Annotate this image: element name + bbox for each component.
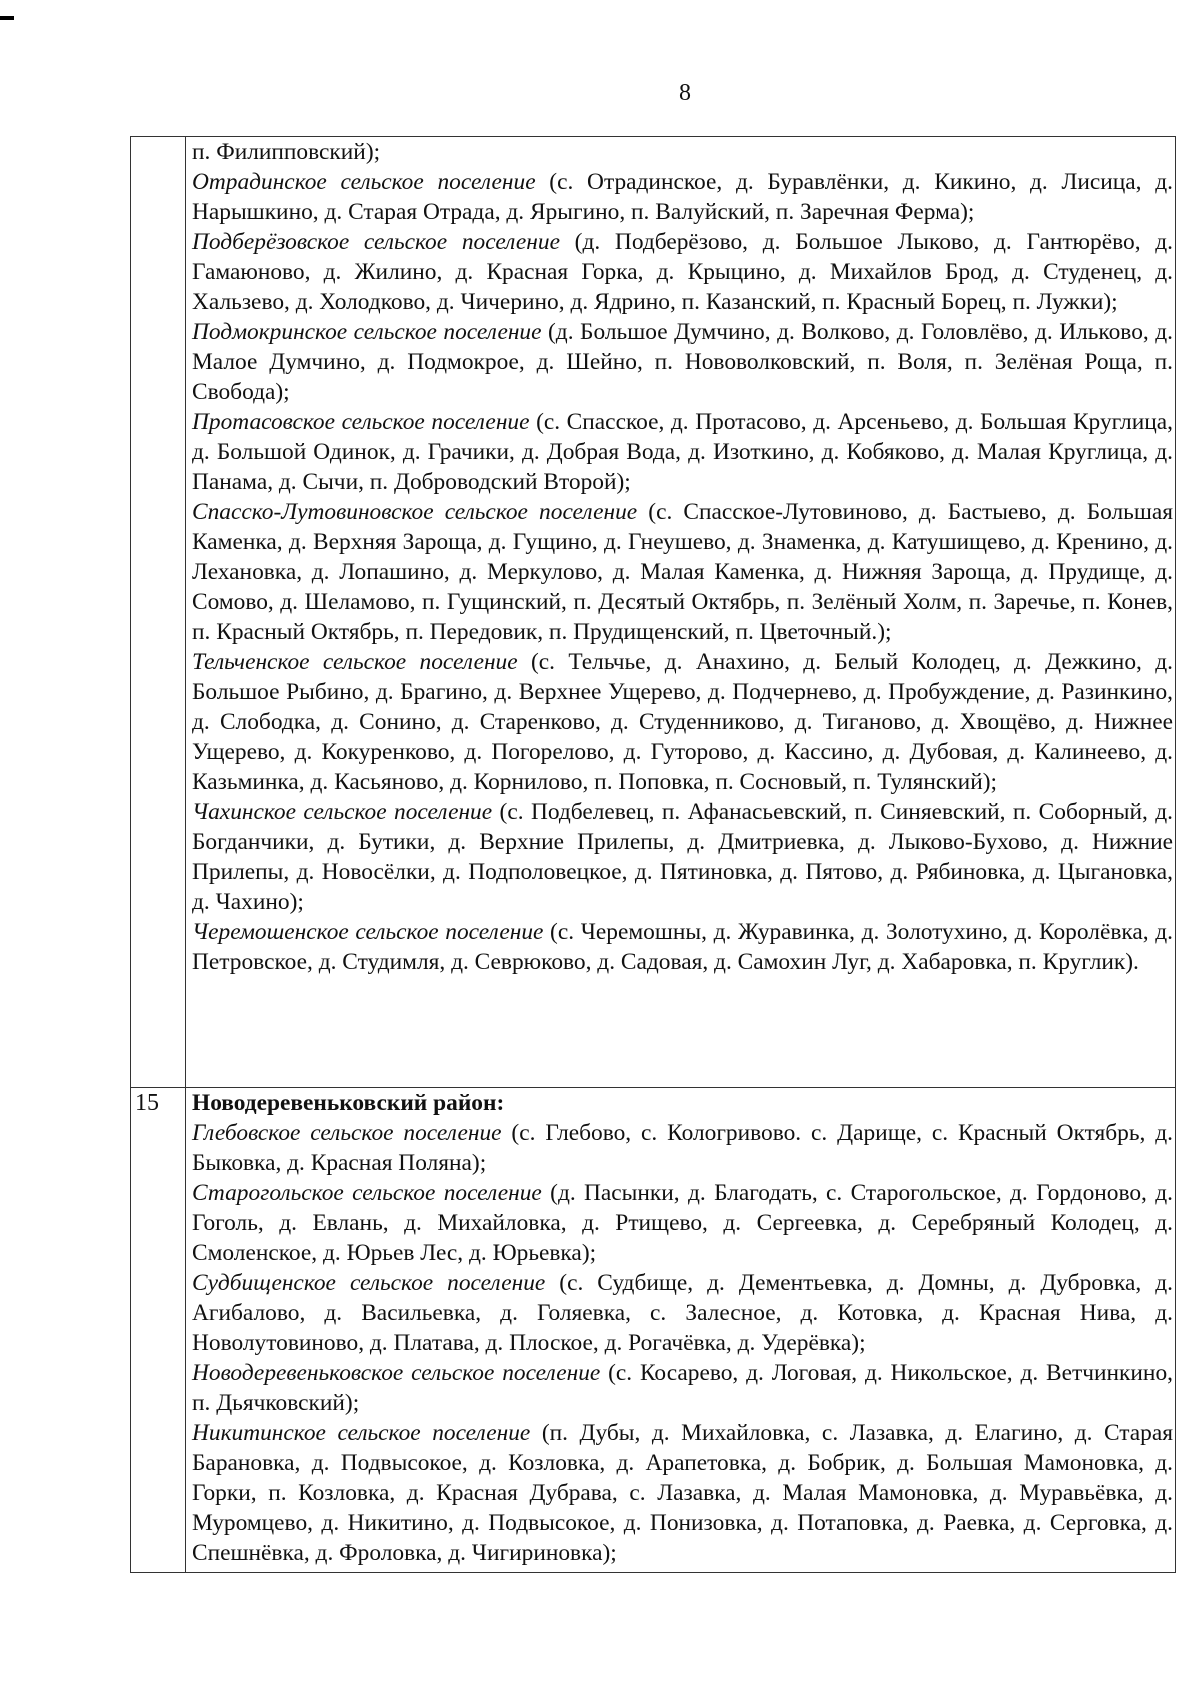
list-item: [192, 1418, 1173, 1568]
list-item: [192, 407, 1173, 497]
settlement-name: Тельченское сельское поселение: [192, 649, 518, 675]
settlement-name: Никитинское сельское поселение: [192, 1420, 531, 1446]
settlement-villages: (д. Подберёзово, д. Большое Лыково, д. Гантюрёво, д. Гамаюново, д. Жилино, д. Красная Горка, д. Крыцино, д. Михайлов Брод, д. Студенец, д. Хальзево, д. Холодково, д. Чичерино, д. Ядрино, п. Казанский, п. Красный Борец, п. Лужки);: [192, 229, 1173, 315]
row-number-cell: [131, 137, 186, 1088]
page-number: 8: [679, 80, 691, 106]
list-item: [192, 1358, 1173, 1418]
list-item: [192, 317, 1173, 407]
list-item: [192, 137, 1173, 167]
settlement-name: Судбищенское сельское поселение: [192, 1270, 546, 1296]
list-item: [192, 1178, 1173, 1268]
settlement-name: Отрадинское сельское поселение: [192, 169, 536, 195]
row-content-cell: [186, 137, 1176, 1088]
settlement-name: Подмокринское сельское поселение: [192, 319, 542, 345]
settlement-villages: (с. Спасское, д. Протасово, д. Арсеньево, д. Большая Круглица, д. Большой Одинок, д. Грачики, д. Добрая Вода, д. Изоткино, д. Кобяково, д. Малая Круглица, д. Панама, д. Сычи, п. Доброводский Второй);: [192, 409, 1173, 495]
settlement-villages: (с. Глебово, с. Кологривово. с. Дарище, с. Красный Октябрь, д. Быковка, д. Красная Поляна);: [192, 1120, 1173, 1176]
settlements-table: [130, 136, 1176, 1573]
settlement-villages: (с. Отрадинское, д. Буравлёнки, д. Кикино, д. Лисица, д. Нарышкино, д. Старая Отрада, д. Ярыгино, п. Валуйский, п. Заречная Ферма);: [192, 169, 1173, 225]
corner-scan-mark: [0, 16, 14, 20]
settlement-name: Чахинское сельское поселение: [192, 799, 493, 825]
table-row: [131, 137, 1176, 1088]
settlement-villages: (д. Пасынки, д. Благодать, с. Старогольское, д. Гордоново, д. Гоголь, д. Евлань, д. Михайловка, д. Ртищево, д. Сергеевка, д. Серебряный Колодец, д. Смоленское, д. Юрьев Лес, д. Юрьевка);: [192, 1180, 1173, 1266]
district-heading: Новодеревеньковский район:: [192, 1090, 505, 1116]
settlement-villages: (с. Подбелевец, п. Афанасьевский, п. Синяевский, п. Соборный, д. Богданчики, д. Бутики, д. Верхние Прилепы, д. Дмитриевка, д. Лыково-Бухово, д. Нижние Прилепы, д. Новосёлки, д. Подполовецкое, д. Пятиновка, д. Пятово, д. Рябиновка, д. Цыгановка, д. Чахино);: [192, 799, 1173, 915]
settlement-name: Подберёзовское сельское поселение: [192, 229, 560, 255]
settlement-name: Новодеревеньковское сельское поселение: [192, 1360, 601, 1386]
list-item: [192, 167, 1173, 227]
settlement-name: Черемошенское сельское поселение: [192, 919, 544, 945]
settlement-villages: (с. Спасское-Лутовиново, д. Бастыево, д. Большая Каменка, д. Верхняя Зароща, д. Гущино, д. Гнеушево, д. Знаменка, д. Катушищево, д. Кренино, д. Лехановка, д. Лопашино, д. Меркулово, д. Малая Каменка, д. Нижняя Зароща, д. Прудище, д. Сомово, д. Шеламово, п. Гущинский, п. Десятый Октябрь, п. Зелёный Холм, п. Заречье, п. Конев, п. Красный Октябрь, п. Передовик, п. Прудищенский, п. Цветочный.);: [192, 499, 1173, 645]
list-item: [192, 797, 1173, 917]
settlement-villages: (с. Черемошны, д. Журавинка, д. Золотухино, д. Королёвка, д. Петровское, д. Студимля, д. Севрюково, д. Садовая, д. Самохин Луг, д. Хабаровка, п. Круглик).: [192, 919, 1174, 975]
table-row: [131, 1088, 1176, 1573]
settlement-name: Глебовское сельское поселение: [192, 1120, 502, 1146]
settlement-villages: (п. Дубы, д. Михайловка, с. Лазавка, д. Елагино, д. Старая Барановка, д. Подвысокое, д. Козловка, д. Арапетовка, д. Бобрик, д. Большая Мамоновка, д. Горки, п. Козловка, д. Красная Дубрава, с. Лазавка, д. Малая Мамоновка, д. Муравьёвка, д. Муромцево, д. Никитино, д. Подвысокое, д. Понизовка, д. Потаповка, д. Раевка, д. Серговка, д. Спешнёвка, д. Фроловка, д. Чигириновка);: [192, 1420, 1173, 1566]
settlement-villages: (с. Косарево, д. Логовая, д. Никольское, д. Ветчинкино, п. Дьячковский);: [192, 1360, 1173, 1416]
settlement-name: Старогольское сельское поселение: [192, 1180, 542, 1206]
settlement-villages: (с. Тельчье, д. Анахино, д. Белый Колодец, д. Дежкино, д. Большое Рыбино, д. Брагино, д. Верхнее Ущерево, д. Подчернево, д. Пробуждение, д. Разинкино, д. Слободка, д. Сонино, д. Старенково, д. Студенниково, д. Тиганово, д. Хвощёво, д. Нижнее Ущерево, д. Кокуренково, д. Погорелово, д. Гуторово, д. Кассино, д. Дубовая, д. Калинеево, д. Казьминка, д. Касьяново, д. Корнилово, п. Поповка, п. Сосновый, п. Тулянский);: [192, 649, 1173, 795]
settlement-villages: (д. Большое Думчино, д. Волково, д. Головлёво, д. Ильково, д. Малое Думчино, д. Подмокрое, д. Шейно, п. Нововолковский, п. Воля, п. Зелёная Роща, п. Свобода);: [192, 319, 1173, 405]
settlement-name: Спасско-Лутовиновское сельское поселение: [192, 499, 638, 525]
list-item: [192, 647, 1173, 797]
row-number-cell: 15: [131, 1088, 186, 1573]
list-item: [192, 917, 1173, 977]
settlement-name: Протасовское сельское поселение: [192, 409, 530, 435]
list-item: [192, 1268, 1173, 1358]
settlement-villages: п. Филипповский);: [192, 139, 381, 165]
row-content-cell: [186, 1088, 1176, 1573]
settlement-villages: (с. Судбище, д. Дементьевка, д. Домны, д. Дубровка, д. Агибалово, д. Васильевка, д. Голяевка, с. Залесное, д. Котовка, д. Красная Нива, д. Новолутовиново, д. Платава, д. Плоское, д. Рогачёвка, д. Удерёвка);: [192, 1270, 1173, 1356]
list-item: [192, 1118, 1173, 1178]
list-item: [192, 227, 1173, 317]
list-item: [192, 497, 1173, 647]
